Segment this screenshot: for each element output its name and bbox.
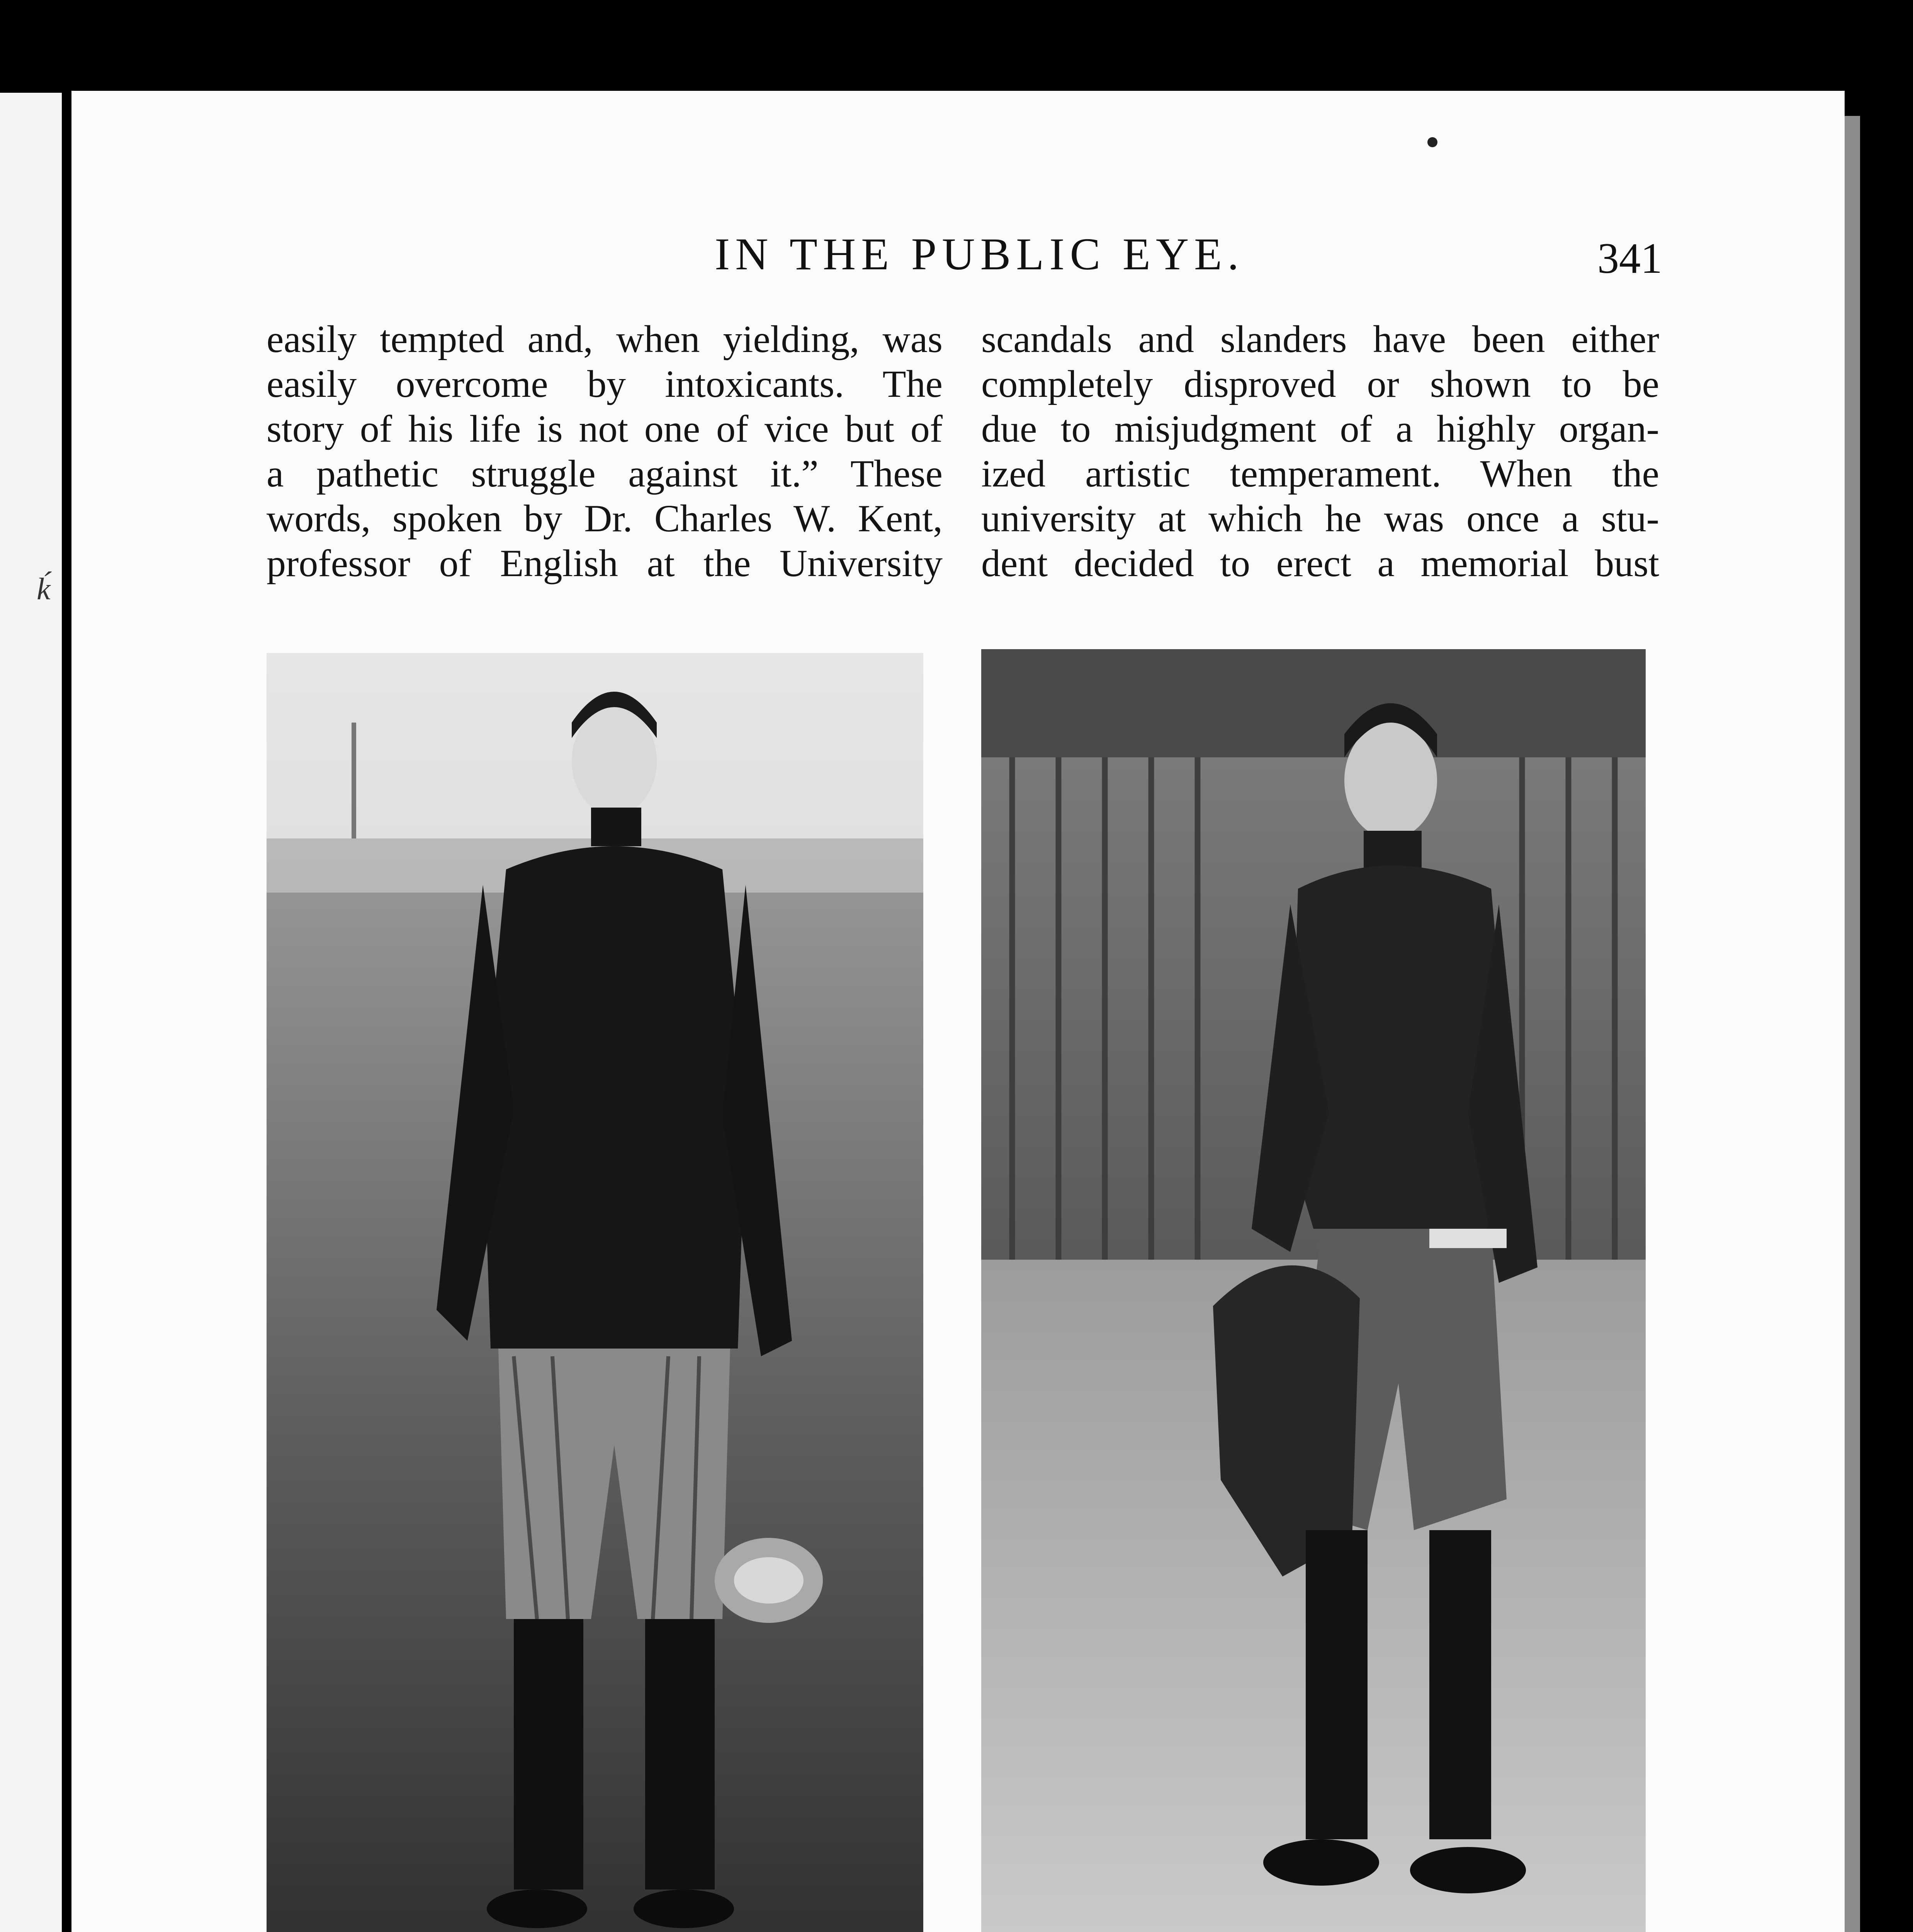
body-text-line: story of his life is not one of vice but of (267, 407, 943, 450)
body-text-line: ized artistic temperament. When the (981, 452, 1659, 495)
running-head: IN THE PUBLIC EYE. (715, 229, 1244, 279)
body-text-line: university at which he was once a stu- (981, 497, 1659, 540)
left-page-margin (0, 93, 62, 1932)
photo-harvard-captain (267, 653, 923, 1932)
body-text-line: easily overcome by intoxicants. The (267, 362, 943, 405)
binding-dot (1427, 137, 1437, 147)
margin-mark: ḱ (37, 572, 51, 606)
body-text-line: scandals and slanders have been either (981, 318, 1659, 361)
photo-yale-captain (981, 649, 1646, 1932)
body-text-line: due to misjudgment of a highly organ- (981, 407, 1659, 450)
body-text-line: easily tempted and, when yielding, was (267, 318, 943, 361)
body-text-line: professor of English at the University (267, 542, 943, 585)
body-text-line: dent decided to erect a memorial bust (981, 542, 1659, 585)
body-text-line: completely disproved or shown to be (981, 362, 1659, 405)
page-number: 341 (1597, 235, 1662, 282)
page-edge-shadow (1845, 116, 1860, 1932)
body-text-line: words, spoken by Dr. Charles W. Kent, (267, 497, 943, 540)
body-text-line: a pathetic struggle against it.” These (267, 452, 943, 495)
